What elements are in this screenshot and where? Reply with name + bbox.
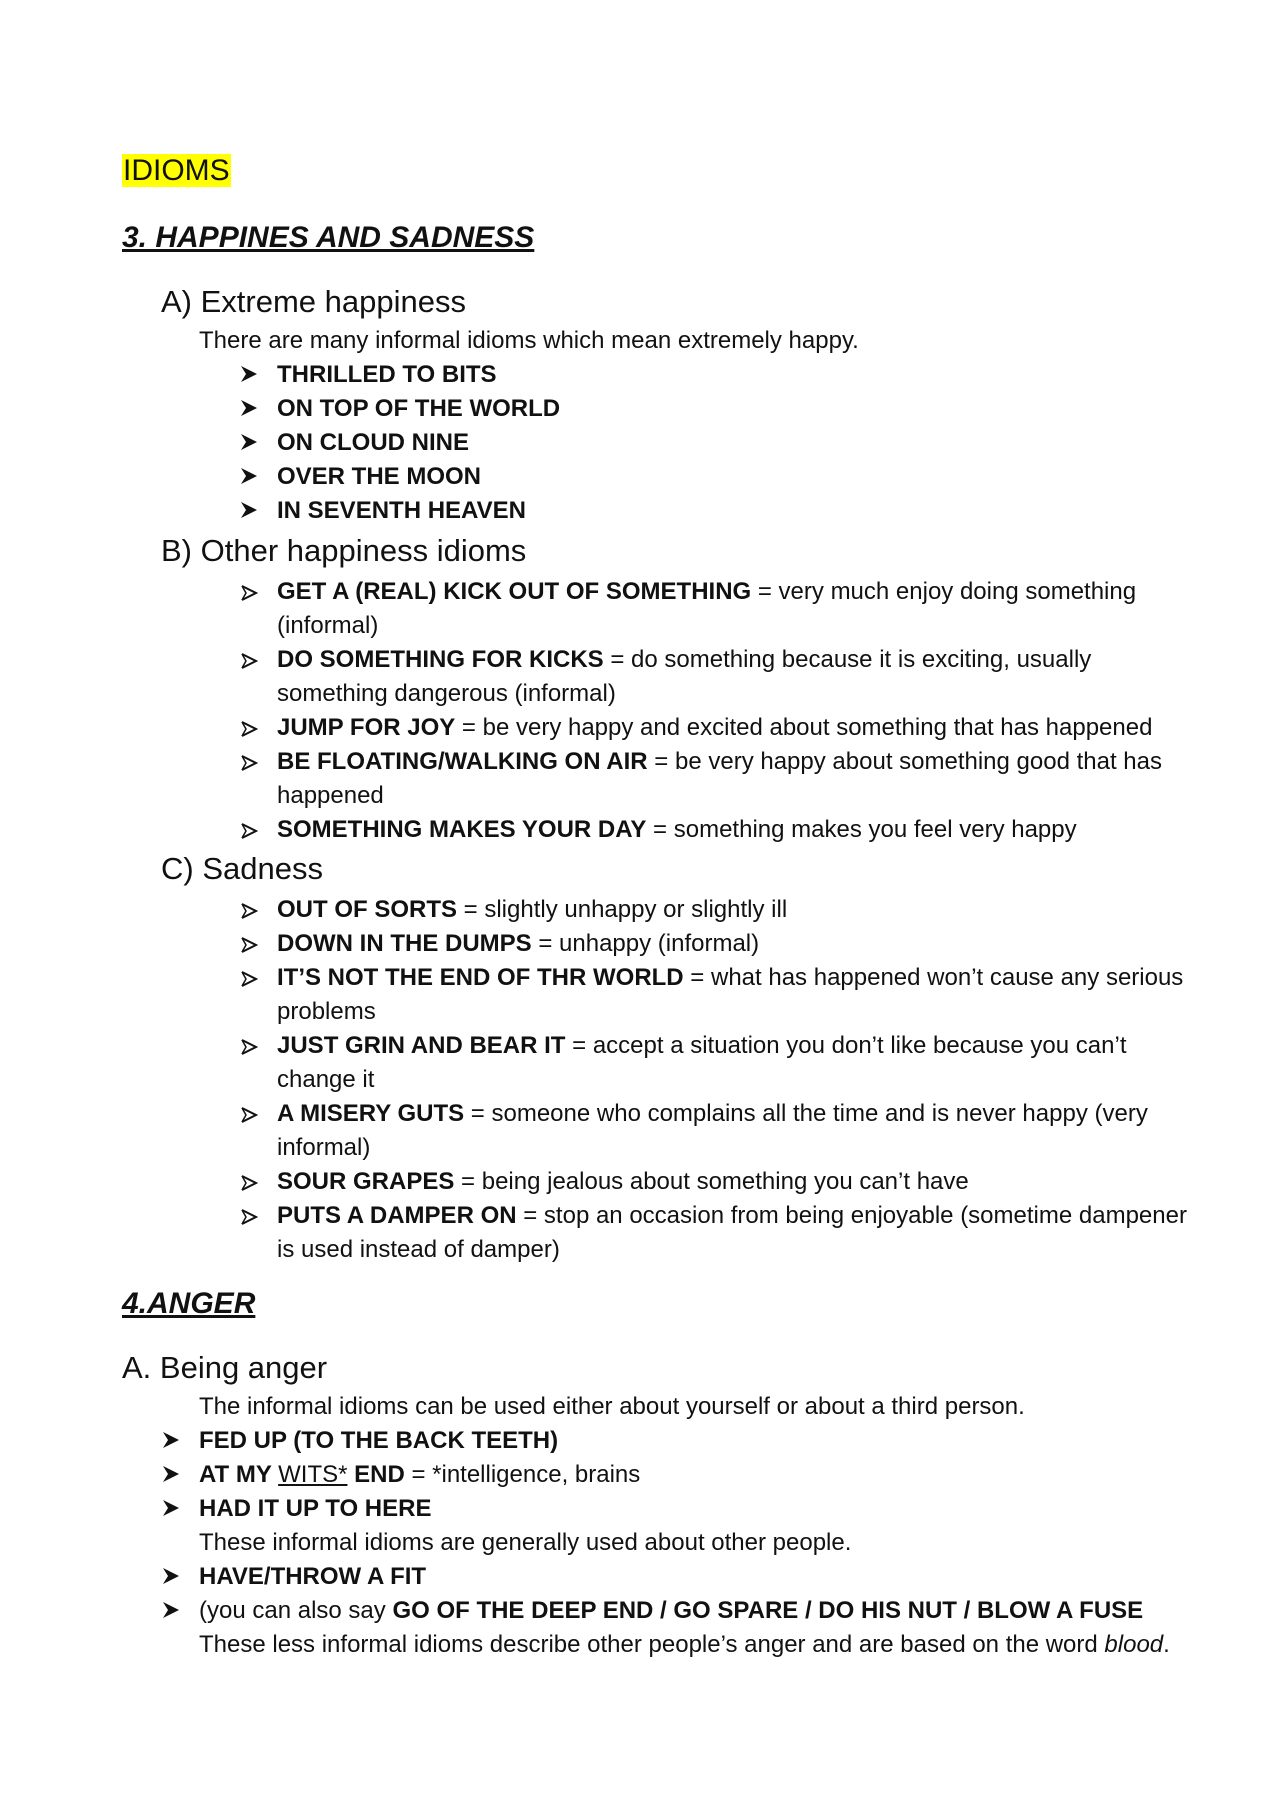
idiom-definition: = stop an occasion from being enjoyable (sometime dampener xyxy=(516,1202,1187,1229)
idiom-definition: = be very happy and excited about something that has happened xyxy=(455,714,1153,741)
arrow-bullet-icon xyxy=(162,1566,180,1586)
list-item xyxy=(277,1100,1148,1128)
arrow-bullet-icon xyxy=(240,398,258,418)
list-item xyxy=(277,896,787,924)
idiom-term-start: AT MY xyxy=(199,1461,279,1488)
idiom-term: PUTS A DAMPER ON xyxy=(277,1202,517,1229)
list-item xyxy=(199,1461,640,1489)
list-item: OVER THE MOON xyxy=(277,463,482,490)
list-item xyxy=(277,930,759,958)
arrow-bullet-icon xyxy=(162,1600,180,1620)
list-item xyxy=(277,578,1136,606)
subsection-b-heading: B) Other happiness idioms xyxy=(161,533,527,568)
list-item xyxy=(277,1032,1127,1060)
arrow-outline-bullet-icon xyxy=(240,821,258,841)
arrow-bullet-icon xyxy=(240,466,258,486)
section-3-heading: 3. HAPPINES AND SADNESS xyxy=(122,221,535,254)
item-prefix: (you can also say xyxy=(199,1597,393,1624)
idiom-definition: = someone who complains all the time and is never happy (very xyxy=(464,1100,1148,1127)
list-item: HAD IT UP TO HERE xyxy=(199,1495,432,1522)
subsection-a-heading: A) Extreme happiness xyxy=(161,284,466,319)
idiom-term-end: END xyxy=(347,1461,405,1488)
subsection-c-heading: C) Sadness xyxy=(161,851,323,886)
list-item-continuation: problems xyxy=(277,998,376,1025)
closing-italic-word: blood xyxy=(1104,1631,1164,1658)
idiom-term: IT’S NOT THE END OF THR WORLD xyxy=(277,964,684,991)
closing-text-main: These less informal idioms describe other people’s anger and are based on the word xyxy=(199,1631,1105,1658)
arrow-outline-bullet-icon xyxy=(240,1037,258,1057)
arrow-bullet-icon xyxy=(162,1498,180,1518)
arrow-bullet-icon xyxy=(240,432,258,452)
list-item xyxy=(277,1202,1187,1230)
arrow-outline-bullet-icon xyxy=(240,583,258,603)
section-4a-heading: A. Being anger xyxy=(122,1350,328,1385)
idiom-term: DO SOMETHING FOR KICKS xyxy=(277,646,604,673)
list-item-continuation: change it xyxy=(277,1066,375,1093)
list-item: IN SEVENTH HEAVEN xyxy=(277,497,526,524)
idiom-definition: = *intelligence, brains xyxy=(404,1461,641,1488)
closing-period: . xyxy=(1163,1631,1170,1658)
document-title xyxy=(122,154,231,188)
arrow-outline-bullet-icon xyxy=(240,1105,258,1125)
idiom-definition: = very much enjoy doing something xyxy=(751,578,1137,605)
note-text: These informal idioms are generally used about other people. xyxy=(199,1529,852,1556)
arrow-outline-bullet-icon xyxy=(240,935,258,955)
arrow-bullet-icon xyxy=(240,500,258,520)
list-item: ON CLOUD NINE xyxy=(277,429,469,456)
idiom-term: A MISERY GUTS xyxy=(277,1100,465,1127)
list-item: THRILLED TO BITS xyxy=(277,361,497,388)
list-item-continuation: is used instead of damper) xyxy=(277,1236,560,1263)
idiom-definition: = what has happened won’t cause any serious xyxy=(683,964,1184,991)
idiom-definition: = slightly unhappy or slightly ill xyxy=(457,896,788,923)
idiom-definition: = be very happy about something good that has xyxy=(647,748,1162,775)
idiom-definition: = accept a situation you don’t like because you can’t xyxy=(565,1032,1127,1059)
list-item: ON TOP OF THE WORLD xyxy=(277,395,561,422)
closing-text xyxy=(199,1631,1170,1659)
idiom-term: GET A (REAL) KICK OUT OF SOMETHING xyxy=(277,578,752,605)
idiom-term: DOWN IN THE DUMPS xyxy=(277,930,532,957)
subsection-a-intro: There are many informal idioms which mean extremely happy. xyxy=(199,327,859,354)
arrow-outline-bullet-icon xyxy=(240,719,258,739)
list-item-continuation: something dangerous (informal) xyxy=(277,680,616,707)
arrow-outline-bullet-icon xyxy=(240,1207,258,1227)
list-item: FED UP (TO THE BACK TEETH) xyxy=(199,1427,559,1454)
arrow-outline-bullet-icon xyxy=(240,969,258,989)
arrow-bullet-icon xyxy=(162,1464,180,1484)
list-item xyxy=(277,964,1183,992)
section-4-heading: 4.ANGER xyxy=(122,1287,256,1320)
highlighted-title: IDIOMS xyxy=(123,154,230,187)
idiom-definition: = unhappy (informal) xyxy=(531,930,760,957)
idiom-term: JUST GRIN AND BEAR IT xyxy=(277,1032,566,1059)
arrow-bullet-icon xyxy=(240,364,258,384)
arrow-bullet-icon xyxy=(162,1430,180,1450)
arrow-outline-bullet-icon xyxy=(240,1173,258,1193)
list-item: HAVE/THROW A FIT xyxy=(199,1563,427,1590)
list-item-continuation: informal) xyxy=(277,1134,371,1161)
arrow-outline-bullet-icon xyxy=(240,901,258,921)
list-item-continuation: (informal) xyxy=(277,612,379,639)
idiom-term: SOMETHING MAKES YOUR DAY xyxy=(277,816,647,843)
list-item-continuation: happened xyxy=(277,782,384,809)
idiom-term: GO OF THE DEEP END / GO SPARE / DO HIS NUT / BLOW A FUSE xyxy=(392,1597,1144,1624)
list-item xyxy=(277,816,1077,844)
list-item xyxy=(277,714,1152,742)
list-item xyxy=(277,1168,969,1196)
idiom-definition: = being jealous about something you can’t have xyxy=(454,1168,969,1195)
section-4a-intro: The informal idioms can be used either about yourself or about a third person. xyxy=(199,1393,1025,1420)
list-item xyxy=(199,1597,1143,1625)
idiom-term: SOUR GRAPES xyxy=(277,1168,455,1195)
idiom-definition: = something makes you feel very happy xyxy=(646,816,1077,843)
idiom-term: BE FLOATING/WALKING ON AIR xyxy=(277,748,648,775)
idiom-term: JUMP FOR JOY xyxy=(277,714,456,741)
list-item xyxy=(277,748,1162,776)
arrow-outline-bullet-icon xyxy=(240,651,258,671)
underlined-word: WITS* xyxy=(278,1461,348,1488)
idiom-definition: = do something because it is exciting, usually xyxy=(603,646,1092,673)
list-item xyxy=(277,646,1091,674)
idiom-term: OUT OF SORTS xyxy=(277,896,457,923)
arrow-outline-bullet-icon xyxy=(240,753,258,773)
